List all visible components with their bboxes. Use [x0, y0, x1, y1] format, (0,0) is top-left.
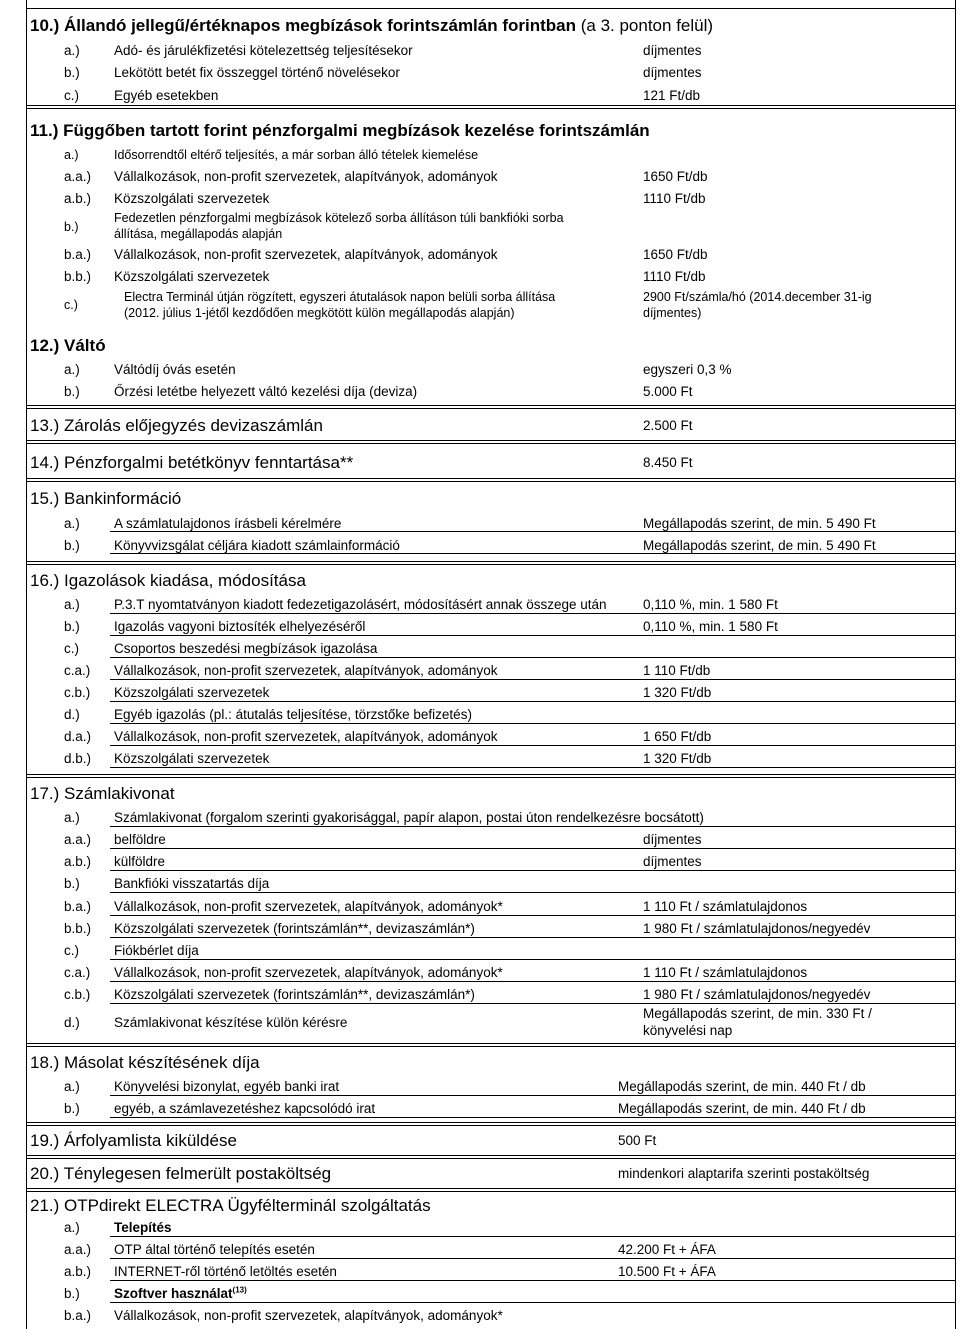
row-description: Egyéb igazolás (pl.: átutalás teljesítése, törzstőke befizetés) [114, 707, 472, 722]
row-description: Szoftver használat$^{(13)}$ [114, 1285, 247, 1301]
row-rule [110, 1003, 956, 1004]
row-description: Vállalkozások, non-profit szervezetek, alapítványok, adományok [114, 729, 498, 744]
section-12-heading: 12.) Váltó [30, 336, 106, 355]
row-description: Számlakivonat (forgalom szerinti gyakorisággal, papír alapon, postai úton rendelkezésre bocsátott) [114, 810, 704, 825]
row-label: d.) [64, 707, 80, 722]
row-fee: díjmentes [643, 65, 702, 80]
section-separator [26, 478, 956, 479]
row-rule [110, 553, 956, 554]
row-rule [110, 679, 956, 680]
row-description: INTERNET-ről történő letöltés esetén [114, 1264, 337, 1279]
row-fee: 1 320 Ft/db [643, 685, 712, 700]
row-rule [110, 1280, 956, 1281]
row-description: Idősorrendtől eltérő teljesítés, a már sorban álló tételek kiemelése [114, 148, 479, 162]
row-label: c.b.) [64, 987, 91, 1002]
row-fee: 1110 Ft/db [643, 191, 706, 206]
row-description: Lekötött betét fix összeggel történő növelésekor [114, 65, 400, 80]
row-fee: 1650 Ft/db [643, 169, 708, 184]
row-label: b.) [64, 1286, 80, 1301]
section-17-heading: 17.) Számlakivonat [30, 784, 175, 803]
row-label: a.) [64, 43, 80, 58]
section-18-heading: 18.) Másolat készítésének díja [30, 1053, 260, 1072]
row-description: egyéb, a számlavezetéshez kapcsolódó irat [114, 1101, 376, 1116]
row-rule [110, 745, 956, 746]
section-16-heading: 16.) Igazolások kiadása, módosítása [30, 571, 306, 590]
row-description: Vállalkozások, non-profit szervezetek, alapítványok, adományok* [114, 899, 503, 914]
row-label: a.b.) [64, 854, 92, 869]
section-11-heading: 11.) Függőben tartott forint pénzforgalmi megbízások kezelése forintszámlán [30, 121, 650, 140]
row-description: Közszolgálati szervezetek [114, 751, 270, 766]
row-fee: díjmentes [643, 43, 702, 58]
row-description: Vállalkozások, non-profit szervezetek, alapítványok, adományok* [114, 1308, 503, 1323]
row-fee-line1: 2900 Ft/számla/hó (2014.december 31-ig [643, 290, 872, 304]
row-label: d.a.) [64, 729, 92, 744]
row-label: b.b.) [64, 269, 92, 284]
row-label: d.b.) [64, 751, 92, 766]
row-description: Közszolgálati szervezetek (forintszámlán**, devizaszámlán*) [114, 921, 475, 936]
row-label: b.a.) [64, 899, 92, 914]
row-label: a.) [64, 810, 80, 825]
row-fee: 0,110 %, min. 1 580 Ft [643, 619, 778, 634]
section-13-heading: 13.) Zárolás előjegyzés devizaszámlán [30, 416, 323, 435]
row-label: c.) [64, 88, 79, 103]
section-separator [26, 561, 956, 562]
row-description: Fiókbérlet díja [114, 943, 199, 958]
row-fee-line2: díjmentes) [643, 306, 702, 320]
row-label: b.a.) [64, 1308, 92, 1323]
section-separator [26, 1043, 956, 1044]
section-separator [26, 440, 956, 441]
row-fee: Megállapodás szerint, de min. 5 490 Ft [643, 516, 876, 531]
row-description: Könyvvizsgálat céljára kiadott számlainformáció [114, 538, 400, 553]
row-label: b.a.) [64, 247, 92, 262]
row-rule [110, 767, 956, 768]
section-separator [26, 405, 956, 406]
row-description: Vállalkozások, non-profit szervezetek, alapítványok, adományok* [114, 965, 503, 980]
row-rule [110, 701, 956, 702]
row-fee: 1 110 Ft / számlatulajdonos [643, 965, 808, 980]
row-label: c.) [64, 943, 79, 958]
row-description: Közszolgálati szervezetek (forintszámlán**, devizaszámlán*) [114, 987, 475, 1002]
row-fee: díjmentes [643, 832, 702, 847]
row-rule [110, 892, 956, 893]
row-rule [110, 1117, 956, 1118]
section-14-heading: 14.) Pénzforgalmi betétkönyv fenntartása** [30, 453, 354, 472]
row-fee: 5.000 Ft [643, 384, 693, 399]
row-rule [110, 1095, 956, 1096]
row-rule [110, 1258, 956, 1259]
section-separator [26, 105, 956, 106]
row-fee: 1 980 Ft / számlatulajdonos/negyedév [643, 987, 871, 1002]
row-description: Bankfióki visszatartás díja [114, 876, 270, 891]
row-description: Könyvelési bizonylat, egyéb banki irat [114, 1079, 340, 1094]
row-fee: egyszeri 0,3 % [643, 362, 732, 377]
footnote-ref: (13) [232, 1285, 247, 1295]
row-fee: Megállapodás szerint, de min. 440 Ft / db [618, 1079, 866, 1094]
row-label: b.) [64, 538, 80, 553]
row-description: Igazolás vagyoni biztosíték elhelyezéséről [114, 619, 366, 634]
row-description: Számlakivonat készítése külön kérésre [114, 1015, 348, 1030]
row-fee: 1 650 Ft/db [643, 729, 712, 744]
row-label: d.) [64, 1015, 80, 1030]
row-description: Közszolgálati szervezetek [114, 191, 270, 206]
row-rule [110, 915, 956, 916]
row-fee: 42.200 Ft + ÁFA [618, 1242, 716, 1257]
row-label: a.b.) [64, 191, 92, 206]
row-fee: 1650 Ft/db [643, 247, 708, 262]
row-rule [110, 531, 956, 532]
row-rule [110, 723, 956, 724]
row-label: b.) [64, 1101, 80, 1116]
row-label: a.) [64, 597, 80, 612]
row-fee: 500 Ft [618, 1133, 657, 1148]
row-label: a.) [64, 362, 80, 377]
row-label: b.) [64, 384, 80, 399]
row-description: Vállalkozások, non-profit szervezetek, alapítványok, adományok [114, 663, 498, 678]
section-21-heading: 21.) OTPdirekt ELECTRA Ügyfélterminál szolgáltatás [30, 1196, 431, 1215]
row-rule [110, 613, 956, 614]
row-label: a.) [64, 1079, 80, 1094]
row-rule [110, 937, 956, 938]
row-label: a.) [64, 148, 79, 162]
row-fee: 1 320 Ft/db [643, 751, 712, 766]
row-fee: 1110 Ft/db [643, 269, 706, 284]
row-fee-line2: könyvelési nap [643, 1023, 733, 1038]
section-separator [26, 1155, 956, 1156]
row-description: Közszolgálati szervezetek [114, 685, 270, 700]
row-label: b.) [64, 65, 80, 80]
row-description: külföldre [114, 854, 166, 869]
row-label: a.) [64, 1220, 80, 1235]
section-10-heading: 10.) Állandó jellegű/értéknapos megbízások forintszámlán forintban (a 3. ponton felül) [30, 16, 714, 35]
row-rule [110, 635, 956, 636]
row-label: a.b.) [64, 1264, 92, 1279]
row-rule [110, 848, 956, 849]
row-fee: 1 980 Ft / számlatulajdonos/negyedév [643, 921, 871, 936]
row-description: Adó- és járulékfizetési kötelezettség teljesítésekor [114, 43, 413, 58]
row-label: c.a.) [64, 663, 91, 678]
row-fee: Megállapodás szerint, de min. 440 Ft / db [618, 1101, 866, 1116]
row-label: a.) [64, 516, 80, 531]
row-label: b.) [64, 876, 80, 891]
row-fee: 121 Ft/db [643, 88, 701, 103]
row-label: b.b.) [64, 921, 92, 936]
row-description: P.3.T nyomtatványon kiadott fedezetigazolásért, módosításért annak összege után [114, 597, 607, 612]
section-separator [26, 1122, 956, 1123]
section-15-heading: 15.) Bankinformáció [30, 489, 182, 508]
row-description: Közszolgálati szervezetek [114, 269, 270, 284]
row-fee: 1 110 Ft/db [643, 663, 711, 678]
row-label: a.a.) [64, 832, 92, 847]
row-rule [110, 959, 956, 960]
row-fee: 1 110 Ft / számlatulajdonos [643, 899, 808, 914]
section-20-heading: 20.) Ténylegesen felmerült postaköltség [30, 1164, 332, 1183]
row-rule [110, 1302, 956, 1303]
row-description-line2: állítása, megállapodás alapján [114, 227, 283, 241]
row-description-line2: (2012. július 1-jétől kezdődően megkötött külön megállapodás alapján) [124, 306, 515, 320]
row-description: Váltódíj óvás esetén [114, 362, 236, 377]
row-label: c.) [64, 298, 78, 312]
row-label: b.) [64, 619, 80, 634]
row-label: a.a.) [64, 1242, 92, 1257]
row-label: c.) [64, 641, 79, 656]
row-label: a.a.) [64, 169, 92, 184]
row-description: Vállalkozások, non-profit szervezetek, alapítványok, adományok [114, 247, 498, 262]
row-label: b.) [64, 220, 79, 234]
row-rule [110, 981, 956, 982]
row-fee: díjmentes [643, 854, 702, 869]
section-separator [26, 1188, 956, 1189]
row-description: A számlatulajdonos írásbeli kérelmére [114, 516, 342, 531]
row-description: Egyéb esetekben [114, 88, 219, 103]
section-separator [26, 774, 956, 775]
row-fee: 8.450 Ft [643, 455, 693, 470]
row-rule [110, 870, 956, 871]
row-description: Vállalkozások, non-profit szervezetek, alapítványok, adományok [114, 169, 498, 184]
row-description: Csoportos beszedési megbízások igazolása [114, 641, 378, 656]
section-19-heading: 19.) Árfolyamlista kiküldése [30, 1131, 237, 1150]
row-label: c.b.) [64, 685, 91, 700]
row-description: belföldre [114, 832, 166, 847]
row-fee: mindenkori alaptarifa szerinti postaköltség [618, 1166, 870, 1181]
row-description-line1: Electra Terminál útján rögzített, egyszeri átutalások napon belüli sorba állítása [124, 290, 556, 304]
row-description: OTP által történő telepítés esetén [114, 1242, 315, 1257]
row-rule [110, 826, 956, 827]
row-fee: 10.500 Ft + ÁFA [618, 1264, 716, 1279]
row-fee-line1: Megállapodás szerint, de min. 330 Ft / [643, 1006, 872, 1021]
row-fee: 0,110 %, min. 1 580 Ft [643, 597, 778, 612]
row-description: Telepítés [114, 1220, 172, 1235]
row-description: Őrzési letétbe helyezett váltó kezelési díja (deviza) [114, 384, 418, 399]
row-fee: Megállapodás szerint, de min. 5 490 Ft [643, 538, 876, 553]
row-description-line1: Fedezetlen pénzforgalmi megbízások kötelező sorba állításon túli bankfióki sorba [114, 211, 564, 225]
row-label: c.a.) [64, 965, 91, 980]
row-rule [110, 657, 956, 658]
row-fee: 2.500 Ft [643, 418, 693, 433]
row-rule [110, 1236, 956, 1237]
rule [26, 8, 956, 9]
